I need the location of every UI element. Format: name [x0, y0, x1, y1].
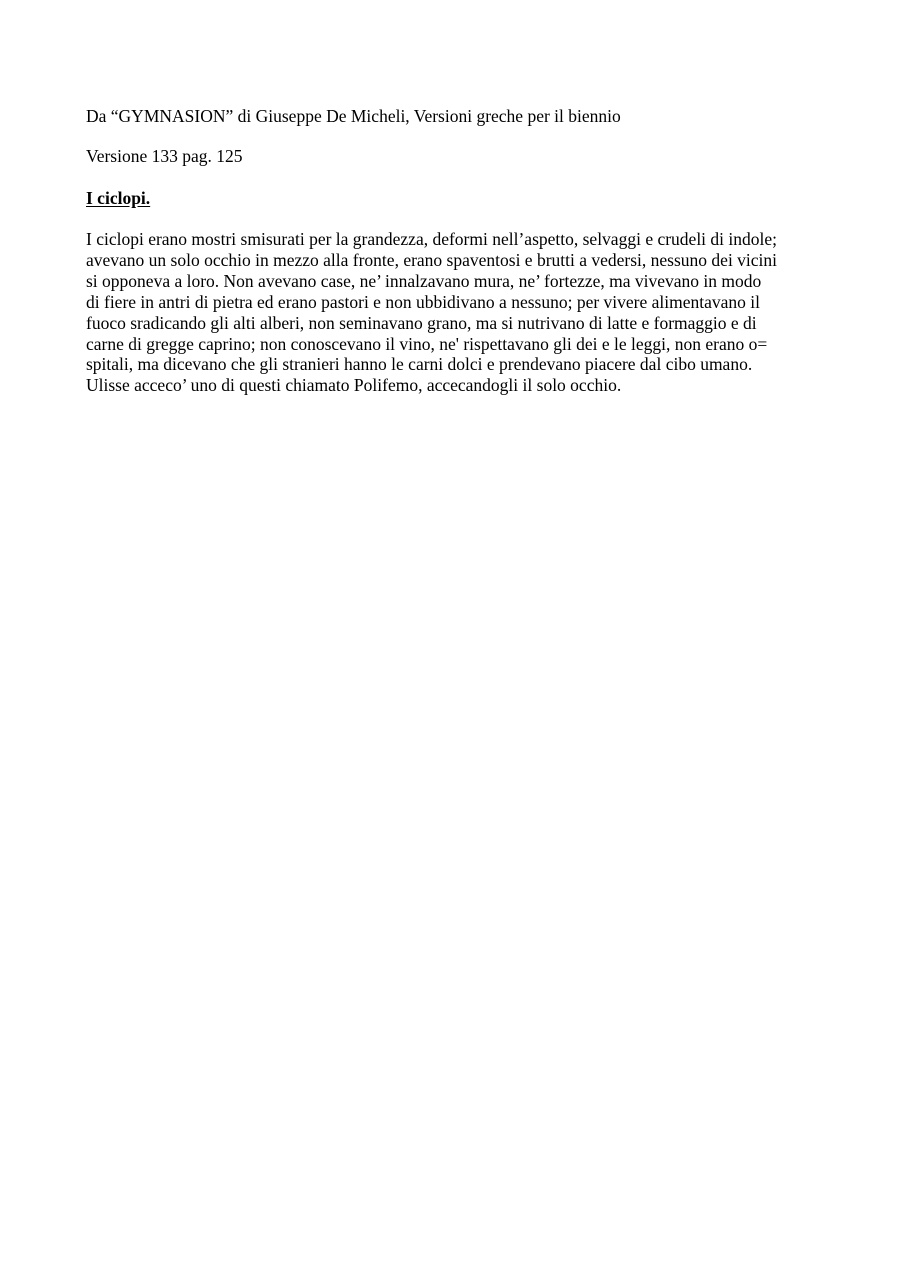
body-line: carne di gregge caprino; non conoscevano il vino, ne' rispettavano gli dei e le leggi, non erano o=: [86, 333, 768, 354]
body-line: spitali, ma dicevano che gli stranieri hanno le carni dolci e prendevano piacere dal cibo umano.: [86, 354, 753, 375]
version-reference: Versione 133 pag. 125: [86, 146, 243, 166]
document-title: I ciclopi.: [86, 188, 151, 208]
body-paragraph: [86, 229, 826, 396]
source-citation: Da “GYMNASION” di Giuseppe De Micheli, Versioni greche per il biennio: [86, 106, 621, 126]
body-line: I ciclopi erano mostri smisurati per la grandezza, deformi nell’aspetto, selvaggi e crudeli di indole;: [86, 229, 778, 249]
body-line: di fiere in antri di pietra ed erano pastori e non ubbidivano a nessuno; per vivere alimentavano il: [86, 291, 761, 312]
body-line: avevano un solo occhio in mezzo alla fronte, erano spaventosi e brutti a vedersi, nessuno dei vicini: [86, 249, 778, 270]
body-line: si opponeva a loro. Non avevano case, ne’ innalzavano mura, ne’ fortezze, ma vivevano in modo: [86, 270, 762, 291]
body-line: Ulisse acceco’ uno di questi chiamato Polifemo, accecandogli il solo occhio.: [86, 375, 622, 396]
body-line: fuoco sradicando gli alti alberi, non seminavano grano, ma si nutrivano di latte e formaggio e di: [86, 312, 757, 333]
